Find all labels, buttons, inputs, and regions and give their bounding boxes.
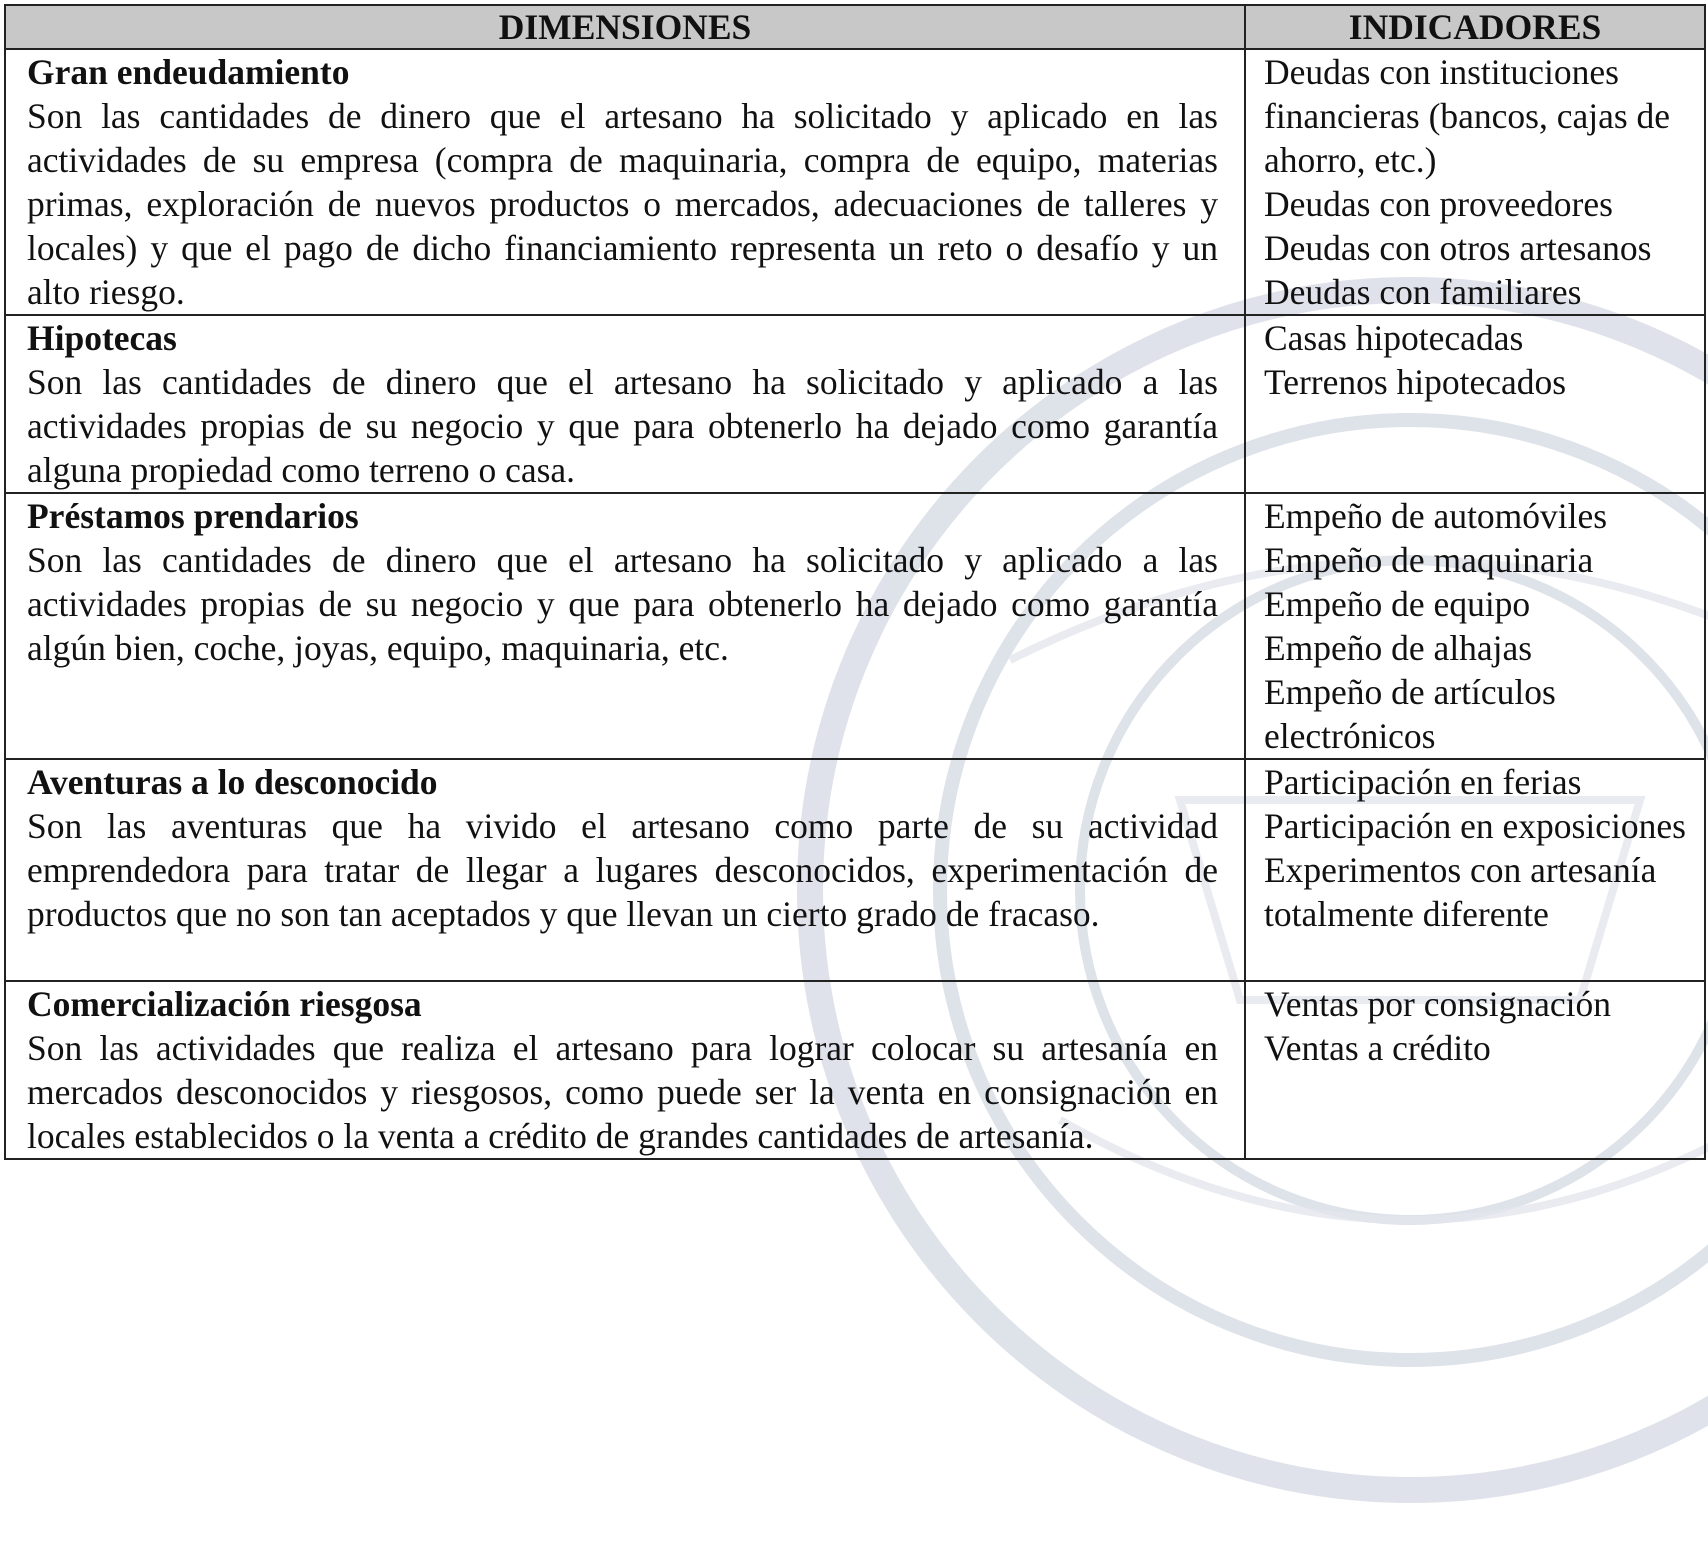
indicator-item: Ventas por consignación: [1264, 984, 1612, 1024]
dimension-title: Comercialización riesgosa: [27, 984, 422, 1024]
table-row: [5, 49, 1705, 315]
dimension-title: Aventuras a lo desconocido: [27, 762, 438, 802]
table-row: [5, 759, 1705, 981]
dimension-cell: [5, 315, 1245, 493]
indicator-cell: [1245, 315, 1705, 493]
dimension-title: Gran endeudamiento: [27, 52, 350, 92]
header-indicators: INDICADORES: [1245, 5, 1705, 49]
indicator-item: Participación en exposiciones: [1264, 806, 1686, 846]
indicator-item: Deudas con instituciones financieras (bancos, cajas de ahorro, etc.): [1264, 52, 1671, 180]
dimension-description: Son las cantidades de dinero que el artesano ha solicitado y aplicado a las actividades propias de su negocio y que para obtenerlo ha dejado como garantía algún bien, coche, joyas, equipo, maquinaria, etc.: [27, 540, 1218, 668]
dimension-title: Hipotecas: [27, 318, 177, 358]
dimension-description: Son las cantidades de dinero que el artesano ha solicitado y aplicado a las actividades propias de su negocio y que para obtenerlo ha dejado como garantía alguna propiedad como terreno o casa.: [27, 362, 1218, 490]
dimensions-indicators-table: [4, 4, 1706, 1160]
table-row: [5, 493, 1705, 759]
indicator-item: Participación en ferias: [1264, 762, 1582, 802]
indicator-item: Experimentos con artesanía totalmente diferente: [1264, 850, 1657, 934]
indicator-cell: [1245, 493, 1705, 759]
indicator-item: Empeño de maquinaria: [1264, 540, 1594, 580]
indicator-cell: [1245, 759, 1705, 981]
dimension-description: Son las actividades que realiza el artesano para lograr colocar su artesanía en mercados desconocidos y riesgosos, como puede ser la venta en consignación en locales establecidos o la venta a crédito de grandes cantidades de artesanía.: [27, 1028, 1218, 1156]
indicator-item: Empeño de alhajas: [1264, 628, 1533, 668]
indicator-item: Terrenos hipotecados: [1264, 362, 1567, 402]
indicator-item: Deudas con otros artesanos: [1264, 228, 1652, 268]
table-row: [5, 315, 1705, 493]
dimension-cell: [5, 49, 1245, 315]
indicator-cell: [1245, 49, 1705, 315]
indicator-item: Casas hipotecadas: [1264, 318, 1524, 358]
dimension-cell: [5, 981, 1245, 1159]
indicator-item: Empeño de equipo: [1264, 584, 1531, 624]
dimension-description: Son las cantidades de dinero que el artesano ha solicitado y aplicado en las actividades de su empresa (compra de maquinaria, compra de equipo, materias primas, exploración de nuevos productos o mercados, adecuaciones de talleres y locales) y que el pago de dicho financiamiento representa un reto o desafío y un alto riesgo.: [27, 96, 1218, 312]
table-row: [5, 981, 1705, 1159]
indicator-item: Deudas con familiares: [1264, 272, 1582, 312]
indicator-item: Empeño de automóviles: [1264, 496, 1608, 536]
dimension-description: Son las aventuras que ha vivido el artesano como parte de su actividad emprendedora para tratar de llegar a lugares desconocidos, experimentación de productos que no son tan aceptados y que llevan un cierto grado de fracaso.: [27, 806, 1218, 934]
header-dimensions: DIMENSIONES: [5, 5, 1245, 49]
dimension-cell: [5, 493, 1245, 759]
indicator-item: Ventas a crédito: [1264, 1028, 1491, 1068]
dimension-cell: [5, 759, 1245, 981]
dimension-title: Préstamos prendarios: [27, 496, 359, 536]
indicator-cell: [1245, 981, 1705, 1159]
header-row: [5, 5, 1705, 49]
indicator-item: Empeño de artículos electrónicos: [1264, 672, 1556, 756]
indicator-item: Deudas con proveedores: [1264, 184, 1613, 224]
